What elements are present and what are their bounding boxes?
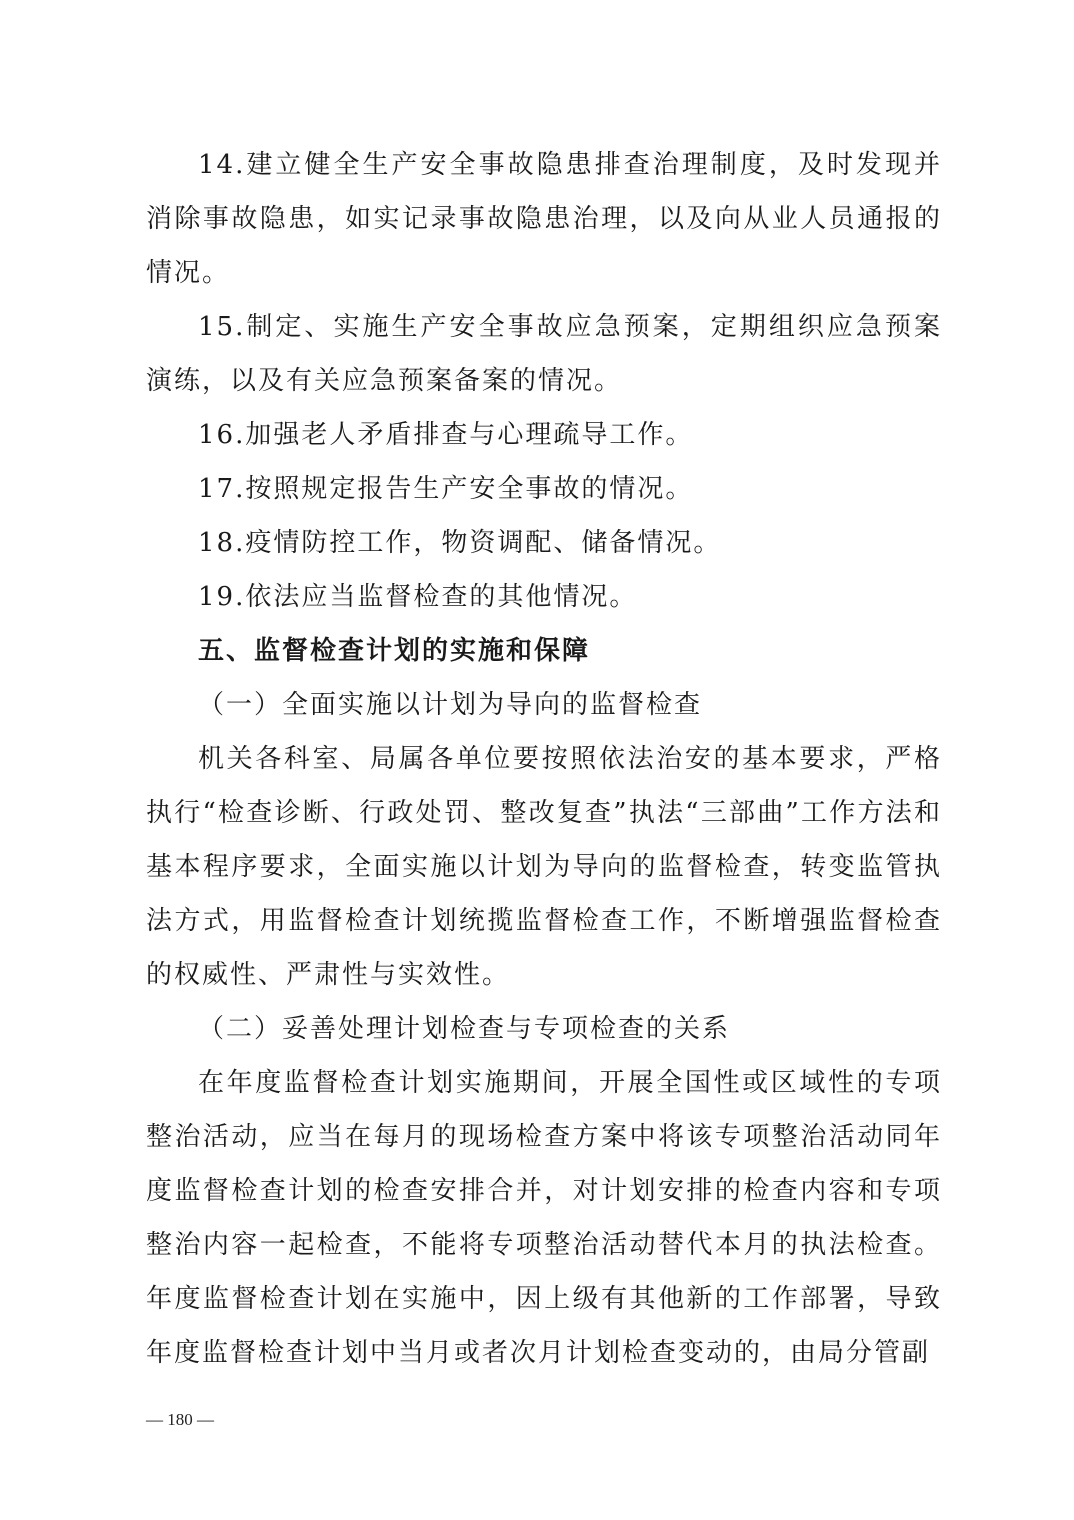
subsection-body-1: 机关各科室、局属各单位要按照依法治安的基本要求，严格执行“检查诊断、行政处罚、整改复查”执法“三部曲”工作方法和基本程序要求，全面实施以计划为导向的监督检查，转变监管执法方式，用监督检查计划统揽监督检查工作，不断增强监督检查的权威性、严肃性与实效性。 [146,744,942,990]
subsection-heading-2: （二）妥善处理计划检查与专项检查的关系 [198,1014,731,1044]
list-item-14: 14.建立健全生产安全事故隐患排查治理制度，及时发现并消除事故隐患，如实记录事故隐患治理，以及向从业人员通报的情况。 [146,150,942,288]
page-content [146,138,942,1380]
list-item-18: 18.疫情防控工作，物资调配、储备情况。 [198,528,722,558]
list-item-17: 17.按照规定报告生产安全事故的情况。 [198,474,694,504]
subsection-body-2: 在年度监督检查计划实施期间，开展全国性或区域性的专项整治活动，应当在每月的现场检查方案中将该专项整治活动同年度监督检查计划的检查安排合并，对计划安排的检查内容和专项整治内容一起检查，不能将专项整治活动替代本月的执法检查。年度监督检查计划在实施中，因上级有其他新的工作部署，导致年度监督检查计划中当月或者次月计划检查变动的，由局分管副 [146,1068,942,1368]
list-item-16: 16.加强老人矛盾排查与心理疏导工作。 [198,420,694,450]
subsection-heading-1: （一）全面实施以计划为导向的监督检查 [198,690,703,720]
list-item-19: 19.依法应当监督检查的其他情况。 [198,582,638,612]
page-number: — 180 — [146,1410,214,1429]
list-item-15: 15.制定、实施生产安全事故应急预案，定期组织应急预案演练，以及有关应急预案备案的情况。 [146,312,942,396]
section-heading: 五、监督检查计划的实施和保障 [198,636,591,666]
